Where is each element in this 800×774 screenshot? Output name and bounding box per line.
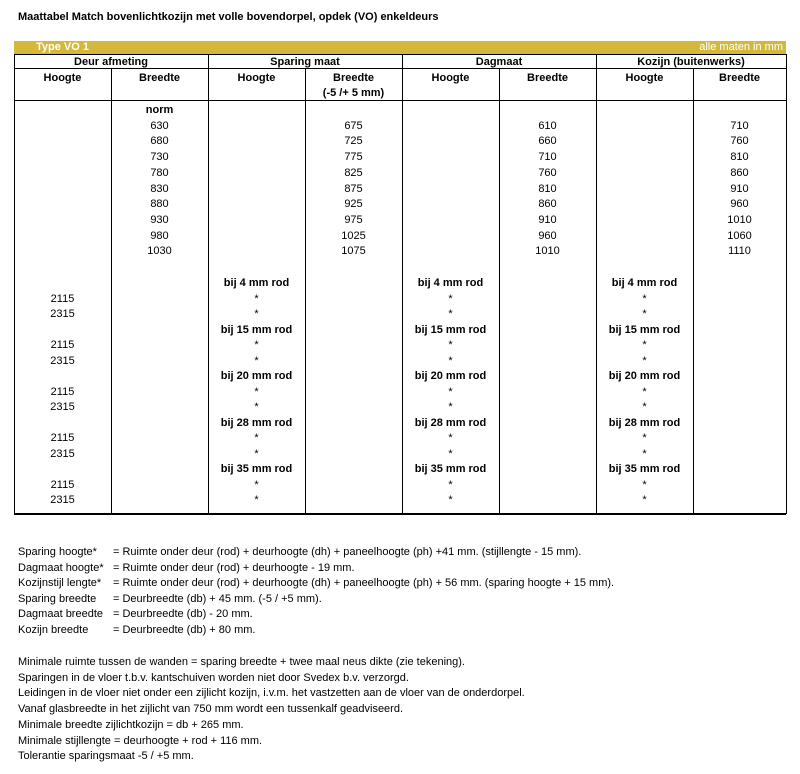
table-cell: 860: [538, 198, 557, 211]
table-cell: 675: [344, 119, 363, 132]
units-note: alle maten in mm: [699, 41, 783, 53]
definition-label: Sparing hoogte*: [18, 546, 97, 558]
door-height-cell: 2315: [50, 354, 75, 367]
table-cell: 780: [150, 166, 169, 179]
asterisk-mark: *: [254, 432, 259, 444]
asterisk-mark: *: [254, 494, 259, 506]
asterisk-mark: *: [448, 401, 453, 413]
column-divider: [786, 54, 787, 514]
asterisk-mark: *: [642, 385, 647, 398]
definition-label: Kozijn breedte: [18, 624, 89, 636]
rod-label: bij 15 mm rod: [414, 323, 487, 336]
asterisk-mark: *: [642, 354, 647, 367]
definition-text: = Ruimte onder deur (rod) + deurhoogte (dh) + paneelhoogte (ph) +41 mm. (stijllengte - 15 mm).: [113, 546, 582, 558]
door-height-cell: 2315: [50, 447, 75, 460]
column-header: Hoogte: [625, 72, 664, 84]
table-cell: 760: [730, 135, 749, 148]
rod-label: bij 4 mm rod: [223, 277, 290, 289]
asterisk-mark: *: [642, 447, 647, 460]
column-header: Hoogte: [237, 72, 276, 84]
group-header: Deur afmeting: [74, 56, 148, 68]
note-line: Tolerantie sparingsmaat -5 / +5 mm.: [18, 750, 194, 763]
rod-label: bij 4 mm rod: [611, 277, 678, 289]
column-header: Breedte: [333, 72, 374, 84]
door-height-cell: 2115: [50, 432, 75, 444]
group-header: Kozijn (buitenwerks): [637, 56, 745, 68]
table-cell: 730: [150, 151, 169, 164]
table-bottom-border: [14, 513, 786, 515]
page-title: Maattabel Match bovenlichtkozijn met volle bovendorpel, opdek (VO) enkeldeurs: [18, 11, 439, 23]
type-bar: [14, 41, 786, 54]
group-header: Dagmaat: [475, 56, 523, 68]
column-header: Breedte: [527, 72, 568, 84]
door-height-cell: 2115: [50, 339, 75, 351]
table-cell: 610: [538, 119, 557, 132]
rod-label: bij 35 mm rod: [608, 463, 681, 475]
column-header: Breedte: [719, 72, 760, 84]
definition-label: Dagmaat hoogte*: [18, 561, 104, 574]
rod-label: bij 35 mm rod: [414, 463, 487, 475]
asterisk-mark: *: [254, 339, 259, 351]
dimension-table: [14, 54, 786, 515]
asterisk-mark: *: [448, 385, 453, 398]
asterisk-mark: *: [254, 478, 259, 491]
asterisk-mark: *: [448, 432, 453, 444]
asterisk-mark: *: [448, 339, 453, 351]
column-header: Hoogte: [431, 72, 470, 84]
rod-label: bij 20 mm rod: [608, 370, 681, 382]
note-line: Minimale stijllengte = deurhoogte + rod + 116 mm.: [18, 734, 263, 747]
norm-label: norm: [145, 104, 174, 116]
rod-label: bij 15 mm rod: [220, 323, 293, 336]
table-cell: 960: [538, 229, 557, 242]
rod-label: bij 15 mm rod: [608, 323, 681, 336]
table-cell: 1025: [341, 229, 366, 242]
column-header-sub: (-5 /+ 5 mm): [322, 87, 385, 99]
table-cell: 630: [150, 119, 169, 132]
table-cell: 910: [538, 213, 557, 226]
note-line: Leidingen in de vloer niet onder een zijlicht kozijn, i.v.m. het vastzetten aan de vloer van de onderdorpel.: [18, 687, 525, 700]
table-cell: 825: [344, 166, 363, 179]
table-cell: 810: [730, 151, 749, 164]
door-height-cell: 2115: [50, 385, 75, 398]
table-cell: 910: [730, 182, 749, 195]
table-cell: 725: [344, 135, 363, 148]
rod-label: bij 35 mm rod: [220, 463, 293, 475]
table-cell: 880: [150, 198, 169, 211]
column-header: Breedte: [139, 72, 180, 84]
asterisk-mark: *: [254, 354, 259, 367]
definition-text: = Ruimte onder deur (rod) + deurhoogte (dh) + paneelhoogte (ph) + 56 mm. (sparing hoogte + 15 mm).: [113, 577, 615, 590]
table-cell: 1010: [727, 213, 752, 226]
table-cell: 710: [538, 151, 557, 164]
table-cell: 775: [344, 151, 363, 164]
table-cell: 710: [730, 119, 749, 132]
table-cell: 960: [730, 198, 749, 211]
door-height-cell: 2315: [50, 308, 75, 320]
rod-label: bij 28 mm rod: [608, 416, 681, 429]
table-cell: 760: [538, 166, 557, 179]
asterisk-mark: *: [642, 292, 647, 305]
asterisk-mark: *: [254, 401, 259, 413]
asterisk-mark: *: [448, 478, 453, 491]
asterisk-mark: *: [642, 401, 647, 413]
asterisk-mark: *: [448, 292, 453, 305]
asterisk-mark: *: [448, 447, 453, 460]
asterisk-mark: *: [642, 339, 647, 351]
definition-label: Kozijnstijl lengte*: [18, 577, 102, 590]
table-cell: 1030: [147, 245, 172, 258]
rod-label: bij 20 mm rod: [220, 370, 293, 382]
table-cell: 830: [150, 182, 169, 195]
asterisk-mark: *: [642, 308, 647, 320]
group-header: Sparing maat: [270, 56, 340, 68]
table-cell: 1110: [728, 245, 751, 258]
door-height-cell: 2315: [50, 401, 75, 413]
asterisk-mark: *: [448, 308, 453, 320]
door-height-cell: 2315: [50, 494, 75, 506]
rod-label: bij 28 mm rod: [414, 416, 487, 429]
definition-label: Sparing breedte: [18, 592, 97, 605]
asterisk-mark: *: [254, 447, 259, 460]
definition-label: Dagmaat breedte: [18, 608, 103, 621]
table-cell: 1010: [535, 245, 560, 258]
asterisk-mark: *: [642, 432, 647, 444]
table-cell: 810: [538, 182, 557, 195]
rod-label: bij 20 mm rod: [414, 370, 487, 382]
asterisk-mark: *: [642, 478, 647, 491]
definition-text: = Deurbreedte (db) + 45 mm. (-5 / +5 mm).: [113, 592, 322, 605]
table-cell: 1075: [341, 245, 366, 258]
rod-label: bij 28 mm rod: [220, 416, 293, 429]
table-cell: 930: [150, 213, 169, 226]
type-label: Type VO 1: [36, 41, 89, 53]
table-cell: 925: [344, 198, 363, 211]
door-height-cell: 2115: [50, 292, 75, 305]
column-header: Hoogte: [43, 72, 82, 84]
definition-text: = Deurbreedte (db) + 80 mm.: [113, 624, 256, 636]
asterisk-mark: *: [254, 308, 259, 320]
note-line: Minimale ruimte tussen de wanden = sparing breedte + twee maal neus dikte (zie tekening).: [18, 656, 465, 668]
asterisk-mark: *: [448, 494, 453, 506]
note-line: Sparingen in de vloer t.b.v. kantschuiven worden niet door Svedex b.v. verzorgd.: [18, 671, 409, 684]
definition-text: = Deurbreedte (db) - 20 mm.: [113, 608, 253, 621]
asterisk-mark: *: [448, 354, 453, 367]
table-cell: 860: [730, 166, 749, 179]
table-cell: 975: [344, 213, 363, 226]
table-cell: 980: [150, 229, 169, 242]
asterisk-mark: *: [254, 385, 259, 398]
definition-text: = Ruimte onder deur (rod) + deurhoogte - 19 mm.: [113, 561, 355, 574]
asterisk-mark: *: [254, 292, 259, 305]
table-cell: 680: [150, 135, 169, 148]
table-cell: 660: [538, 135, 557, 148]
rod-label: bij 4 mm rod: [417, 277, 484, 289]
note-line: Minimale breedte zijlichtkozijn = db + 265 mm.: [18, 718, 244, 731]
asterisk-mark: *: [642, 494, 647, 506]
table-cell: 1060: [727, 229, 752, 242]
table-cell: 875: [344, 182, 363, 195]
note-line: Vanaf glasbreedte in het zijlicht van 750 mm wordt een tussenkalf geadviseerd.: [18, 703, 404, 716]
door-height-cell: 2115: [50, 478, 75, 491]
